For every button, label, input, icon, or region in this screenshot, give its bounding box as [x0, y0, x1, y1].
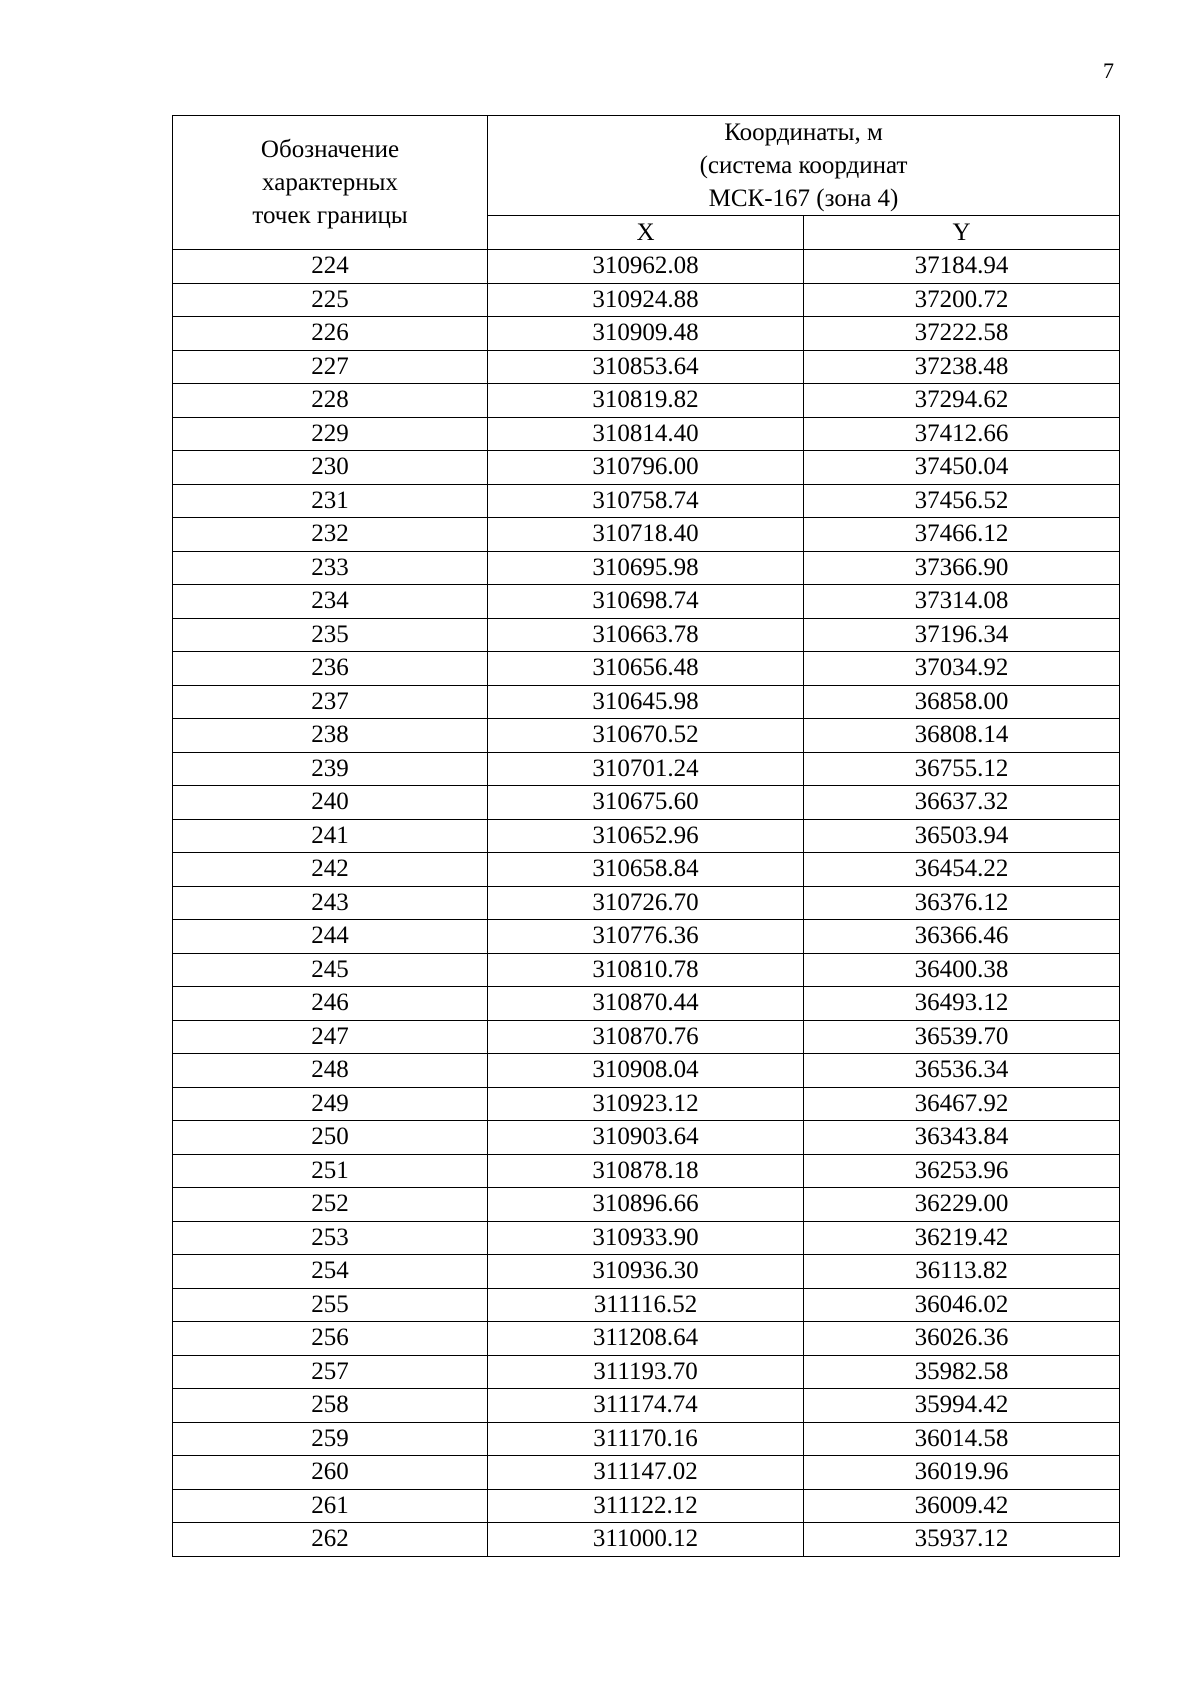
table-row: [173, 719, 1120, 753]
x-cell: 310645.98: [488, 685, 804, 719]
y-cell: 36808.14: [804, 719, 1120, 753]
table-row: [173, 1154, 1120, 1188]
point-cell: 238: [173, 719, 488, 753]
x-cell: 310726.70: [488, 886, 804, 920]
point-cell: 236: [173, 652, 488, 686]
header-line: Обозначение: [260, 136, 400, 163]
y-cell: 36376.12: [804, 886, 1120, 920]
table-row: [173, 886, 1120, 920]
x-cell: 310652.96: [488, 819, 804, 853]
y-cell: 37314.08: [804, 585, 1120, 619]
x-cell: 310909.48: [488, 317, 804, 351]
table-row: [173, 1456, 1120, 1490]
y-cell: 36536.34: [804, 1054, 1120, 1088]
table-row: [173, 618, 1120, 652]
y-cell: 36019.96: [804, 1456, 1120, 1490]
point-cell: 243: [173, 886, 488, 920]
y-cell: 36366.46: [804, 920, 1120, 954]
point-cell: 231: [173, 484, 488, 518]
table-row: [173, 987, 1120, 1021]
x-cell: 310675.60: [488, 786, 804, 820]
point-cell: 227: [173, 350, 488, 384]
x-cell: 310810.78: [488, 953, 804, 987]
point-cell: 259: [173, 1422, 488, 1456]
point-cell: 262: [173, 1523, 488, 1557]
x-cell: 310870.76: [488, 1020, 804, 1054]
y-cell: 37294.62: [804, 384, 1120, 418]
x-cell: 310903.64: [488, 1121, 804, 1155]
table-row: [173, 652, 1120, 686]
point-cell: 237: [173, 685, 488, 719]
point-cell: 232: [173, 518, 488, 552]
table-row: [173, 1121, 1120, 1155]
y-cell: 37412.66: [804, 417, 1120, 451]
table-row: [173, 920, 1120, 954]
y-cell: 35937.12: [804, 1523, 1120, 1557]
table-row: [173, 1288, 1120, 1322]
x-cell: 310853.64: [488, 350, 804, 384]
header-line: МСК-167 (зона 4): [708, 185, 899, 212]
point-cell: 239: [173, 752, 488, 786]
point-cell: 248: [173, 1054, 488, 1088]
point-cell: 252: [173, 1188, 488, 1222]
table-row: [173, 317, 1120, 351]
table-row: [173, 1523, 1120, 1557]
point-cell: 261: [173, 1489, 488, 1523]
y-cell: 37466.12: [804, 518, 1120, 552]
y-cell: 36229.00: [804, 1188, 1120, 1222]
table-row: [173, 384, 1120, 418]
y-cell: 36493.12: [804, 987, 1120, 1021]
table-row: [173, 1389, 1120, 1423]
table-row: [173, 1355, 1120, 1389]
point-cell: 247: [173, 1020, 488, 1054]
y-cell: 37450.04: [804, 451, 1120, 485]
header-line: Координаты, м: [724, 119, 883, 146]
table-body: [173, 250, 1120, 1557]
y-cell: 35994.42: [804, 1389, 1120, 1423]
y-cell: 36400.38: [804, 953, 1120, 987]
x-cell: 311208.64: [488, 1322, 804, 1356]
point-cell: 256: [173, 1322, 488, 1356]
point-cell: 250: [173, 1121, 488, 1155]
point-cell: 225: [173, 283, 488, 317]
point-cell: 224: [173, 250, 488, 284]
table-row: [173, 1255, 1120, 1289]
table-row: [173, 819, 1120, 853]
point-cell: 258: [173, 1389, 488, 1423]
point-cell: 230: [173, 451, 488, 485]
page-number: 7: [1103, 58, 1114, 83]
y-cell: 36637.32: [804, 786, 1120, 820]
point-cell: 228: [173, 384, 488, 418]
y-cell: 36858.00: [804, 685, 1120, 719]
y-cell: 37238.48: [804, 350, 1120, 384]
y-cell: 37034.92: [804, 652, 1120, 686]
point-cell: 233: [173, 551, 488, 585]
y-cell: 36009.42: [804, 1489, 1120, 1523]
table-row: [173, 484, 1120, 518]
table-row: [173, 1322, 1120, 1356]
table-row: [173, 853, 1120, 887]
table-row: [173, 1489, 1120, 1523]
point-cell: 246: [173, 987, 488, 1021]
table-row: [173, 451, 1120, 485]
x-cell: 310663.78: [488, 618, 804, 652]
x-cell: 311122.12: [488, 1489, 804, 1523]
point-cell: 240: [173, 786, 488, 820]
table-row: [173, 350, 1120, 384]
y-cell: 36253.96: [804, 1154, 1120, 1188]
y-cell: 37366.90: [804, 551, 1120, 585]
table-row: [173, 953, 1120, 987]
header-line: характерных: [262, 169, 398, 196]
point-cell: 226: [173, 317, 488, 351]
x-cell: 310656.48: [488, 652, 804, 686]
coordinates-table: [172, 115, 1120, 1557]
x-cell: 311170.16: [488, 1422, 804, 1456]
table-row: [173, 1054, 1120, 1088]
x-cell: 310924.88: [488, 283, 804, 317]
y-cell: 36014.58: [804, 1422, 1120, 1456]
y-cell: 36026.36: [804, 1322, 1120, 1356]
y-cell: 37456.52: [804, 484, 1120, 518]
y-cell: 37200.72: [804, 283, 1120, 317]
x-cell: 310670.52: [488, 719, 804, 753]
table-row: [173, 752, 1120, 786]
header-line: точек границы: [252, 202, 408, 229]
y-cell: 37196.34: [804, 618, 1120, 652]
table-row: [173, 1020, 1120, 1054]
y-cell: 36113.82: [804, 1255, 1120, 1289]
header-y: Y: [804, 216, 1120, 250]
table-row: [173, 250, 1120, 284]
table-row: [173, 1087, 1120, 1121]
table-row: [173, 585, 1120, 619]
y-cell: 36755.12: [804, 752, 1120, 786]
y-cell: 35982.58: [804, 1355, 1120, 1389]
x-cell: 311193.70: [488, 1355, 804, 1389]
table-row: [173, 283, 1120, 317]
table-row: [173, 1422, 1120, 1456]
x-cell: 310796.00: [488, 451, 804, 485]
point-cell: 245: [173, 953, 488, 987]
y-cell: 36539.70: [804, 1020, 1120, 1054]
y-cell: 36343.84: [804, 1121, 1120, 1155]
x-cell: 310695.98: [488, 551, 804, 585]
point-cell: 235: [173, 618, 488, 652]
x-cell: 310923.12: [488, 1087, 804, 1121]
table-row: [173, 1221, 1120, 1255]
y-cell: 36046.02: [804, 1288, 1120, 1322]
x-cell: 310908.04: [488, 1054, 804, 1088]
point-cell: 229: [173, 417, 488, 451]
y-cell: 36467.92: [804, 1087, 1120, 1121]
point-cell: 254: [173, 1255, 488, 1289]
y-cell: 36454.22: [804, 853, 1120, 887]
y-cell: 37222.58: [804, 317, 1120, 351]
x-cell: 311000.12: [488, 1523, 804, 1557]
point-cell: 241: [173, 819, 488, 853]
point-cell: 234: [173, 585, 488, 619]
table-row: [173, 786, 1120, 820]
x-cell: 310896.66: [488, 1188, 804, 1222]
header-point-designation: [173, 116, 488, 250]
x-cell: 310776.36: [488, 920, 804, 954]
point-cell: 244: [173, 920, 488, 954]
y-cell: 37184.94: [804, 250, 1120, 284]
table-row: [173, 518, 1120, 552]
y-cell: 36503.94: [804, 819, 1120, 853]
x-cell: 310658.84: [488, 853, 804, 887]
x-cell: 310701.24: [488, 752, 804, 786]
point-cell: 260: [173, 1456, 488, 1490]
point-cell: 249: [173, 1087, 488, 1121]
x-cell: 310814.40: [488, 417, 804, 451]
table-row: [173, 1188, 1120, 1222]
header-x: X: [488, 216, 804, 250]
table-row: [173, 551, 1120, 585]
x-cell: 310962.08: [488, 250, 804, 284]
table-row: [173, 685, 1120, 719]
x-cell: 310878.18: [488, 1154, 804, 1188]
x-cell: 310870.44: [488, 987, 804, 1021]
point-cell: 253: [173, 1221, 488, 1255]
point-cell: 242: [173, 853, 488, 887]
x-cell: 311116.52: [488, 1288, 804, 1322]
point-cell: 257: [173, 1355, 488, 1389]
x-cell: 311174.74: [488, 1389, 804, 1423]
x-cell: 311147.02: [488, 1456, 804, 1490]
header-coordinates: [488, 116, 1120, 216]
table-row: [173, 417, 1120, 451]
point-cell: 251: [173, 1154, 488, 1188]
x-cell: 310933.90: [488, 1221, 804, 1255]
point-cell: 255: [173, 1288, 488, 1322]
y-cell: 36219.42: [804, 1221, 1120, 1255]
x-cell: 310698.74: [488, 585, 804, 619]
x-cell: 310758.74: [488, 484, 804, 518]
x-cell: 310936.30: [488, 1255, 804, 1289]
x-cell: 310718.40: [488, 518, 804, 552]
header-line: (система координат: [699, 152, 908, 179]
x-cell: 310819.82: [488, 384, 804, 418]
